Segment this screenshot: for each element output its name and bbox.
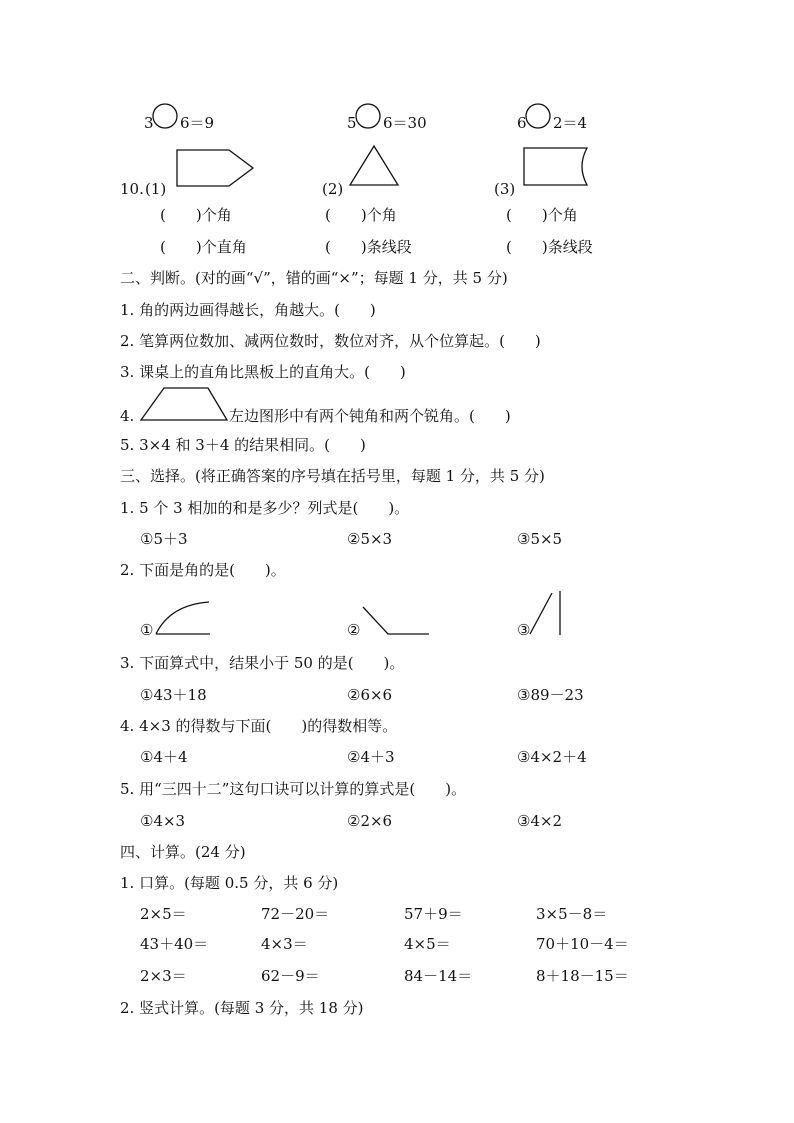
trapezoid-shape-icon	[140, 387, 230, 424]
choice-q4-option-1[interactable]: ①4＋4	[140, 748, 188, 766]
section4-heading: 四、计算。(24 分)	[120, 843, 246, 861]
choice-q4-option-2[interactable]: ②4＋3	[347, 748, 395, 766]
choice-q5-stem: 5. 用“三四十二”这句口诀可以计算的算式是( )。	[120, 780, 467, 798]
q9-item-3-right: 2＝4	[553, 114, 588, 132]
choice-q2-option-1[interactable]: ①	[140, 621, 154, 639]
choice-q2-stem: 2. 下面是角的是( )。	[120, 561, 286, 579]
pentagon-shape-icon	[176, 149, 256, 189]
separate-lines-figure-icon	[528, 590, 564, 636]
judge-item-5[interactable]: 5. 3×4 和 3＋4 的结果相同。( )	[120, 436, 366, 454]
q9-item-2-left: 5	[347, 114, 357, 132]
judge-item-1[interactable]: 1. 角的两边画得越长，角越大。( )	[120, 301, 376, 319]
q10-1-angle-blank[interactable]: ( )个角	[160, 206, 232, 224]
choice-q3-option-3[interactable]: ③89－23	[517, 686, 584, 704]
choice-q1-option-2[interactable]: ②5×3	[347, 530, 393, 548]
choice-q1-option-3[interactable]: ③5×5	[517, 530, 563, 548]
oral-calc-item[interactable]: 43＋40＝	[140, 935, 209, 953]
oral-calc-heading: 1. 口算。(每题 0.5 分，共 6 分)	[120, 874, 339, 892]
oral-calc-item[interactable]: 8＋18－15＝	[536, 967, 629, 985]
oral-calc-item[interactable]: 3×5－8＝	[536, 905, 608, 923]
choice-q4-option-3[interactable]: ③4×2＋4	[517, 748, 587, 766]
choice-q4-stem: 4. 4×3 的得数与下面( )的得数相等。	[120, 717, 398, 735]
judge-item-4[interactable]: 左边图形中有两个钝角和两个锐角。( )	[229, 407, 511, 425]
q10-2-segment-blank[interactable]: ( )条线段	[325, 238, 412, 256]
oral-calc-item[interactable]: 84－14＝	[404, 967, 473, 985]
q10-number: 10.	[120, 180, 144, 198]
q9-item-1-left: 3	[144, 114, 154, 132]
q10-label-1: (1)	[145, 180, 167, 198]
arc-figure-icon	[155, 600, 213, 636]
judge-item-4-number: 4.	[120, 407, 135, 425]
choice-q3-option-2[interactable]: ②6×6	[347, 686, 393, 704]
curved-quadrilateral-icon	[523, 147, 593, 189]
oral-calc-item[interactable]: 70＋10－4＝	[536, 935, 629, 953]
q10-2-angle-blank[interactable]: ( )个角	[325, 206, 397, 224]
oral-calc-item[interactable]: 57＋9＝	[404, 905, 463, 923]
choice-q2-option-3[interactable]: ③	[517, 621, 531, 639]
choice-q3-option-1[interactable]: ①43＋18	[140, 686, 207, 704]
judge-item-2[interactable]: 2. 笔算两位数加、减两位数时，数位对齐，从个位算起。( )	[120, 332, 541, 350]
q10-label-3: (3)	[494, 180, 516, 198]
choice-q1-option-1[interactable]: ①5＋3	[140, 530, 188, 548]
triangle-shape-icon	[349, 145, 401, 189]
choice-q5-option-3[interactable]: ③4×2	[517, 812, 563, 830]
q9-item-3-left: 6	[517, 114, 527, 132]
judge-item-3[interactable]: 3. 课桌上的直角比黑板上的直角大。( )	[120, 363, 406, 381]
angle-figure-icon	[362, 606, 432, 636]
choice-q5-option-1[interactable]: ①4×3	[140, 812, 186, 830]
oral-calc-item[interactable]: 72－20＝	[261, 905, 330, 923]
section2-heading: 二、判断。(对的画“√”，错的画“×”；每题 1 分，共 5 分)	[120, 269, 508, 287]
choice-q5-option-2[interactable]: ②2×6	[347, 812, 393, 830]
q9-item-1-right: 6＝9	[180, 114, 215, 132]
blank-circle-icon[interactable]	[150, 103, 180, 131]
oral-calc-item[interactable]: 2×3＝	[140, 967, 187, 985]
section3-heading: 三、选择。(将正确答案的序号填在括号里，每题 1 分，共 5 分)	[120, 467, 545, 485]
q9-item-2-right: 6＝30	[383, 114, 427, 132]
oral-calc-item[interactable]: 4×5＝	[404, 935, 451, 953]
q10-label-2: (2)	[322, 180, 344, 198]
q10-3-segment-blank[interactable]: ( )条线段	[506, 238, 593, 256]
q10-1-right-angle-blank[interactable]: ( )个直角	[160, 238, 247, 256]
oral-calc-item[interactable]: 62－9＝	[261, 967, 320, 985]
oral-calc-item[interactable]: 2×5＝	[140, 905, 187, 923]
choice-q1-stem: 1. 5 个 3 相加的和是多少？列式是( )。	[120, 499, 410, 517]
vertical-calc-heading: 2. 竖式计算。(每题 3 分，共 18 分)	[120, 999, 364, 1017]
choice-q2-option-2[interactable]: ②	[347, 621, 361, 639]
q10-3-angle-blank[interactable]: ( )个角	[506, 206, 578, 224]
oral-calc-item[interactable]: 4×3＝	[261, 935, 308, 953]
blank-circle-icon[interactable]	[523, 103, 553, 131]
choice-q3-stem: 3. 下面算式中，结果小于 50 的是( )。	[120, 654, 405, 672]
blank-circle-icon[interactable]	[353, 103, 383, 131]
